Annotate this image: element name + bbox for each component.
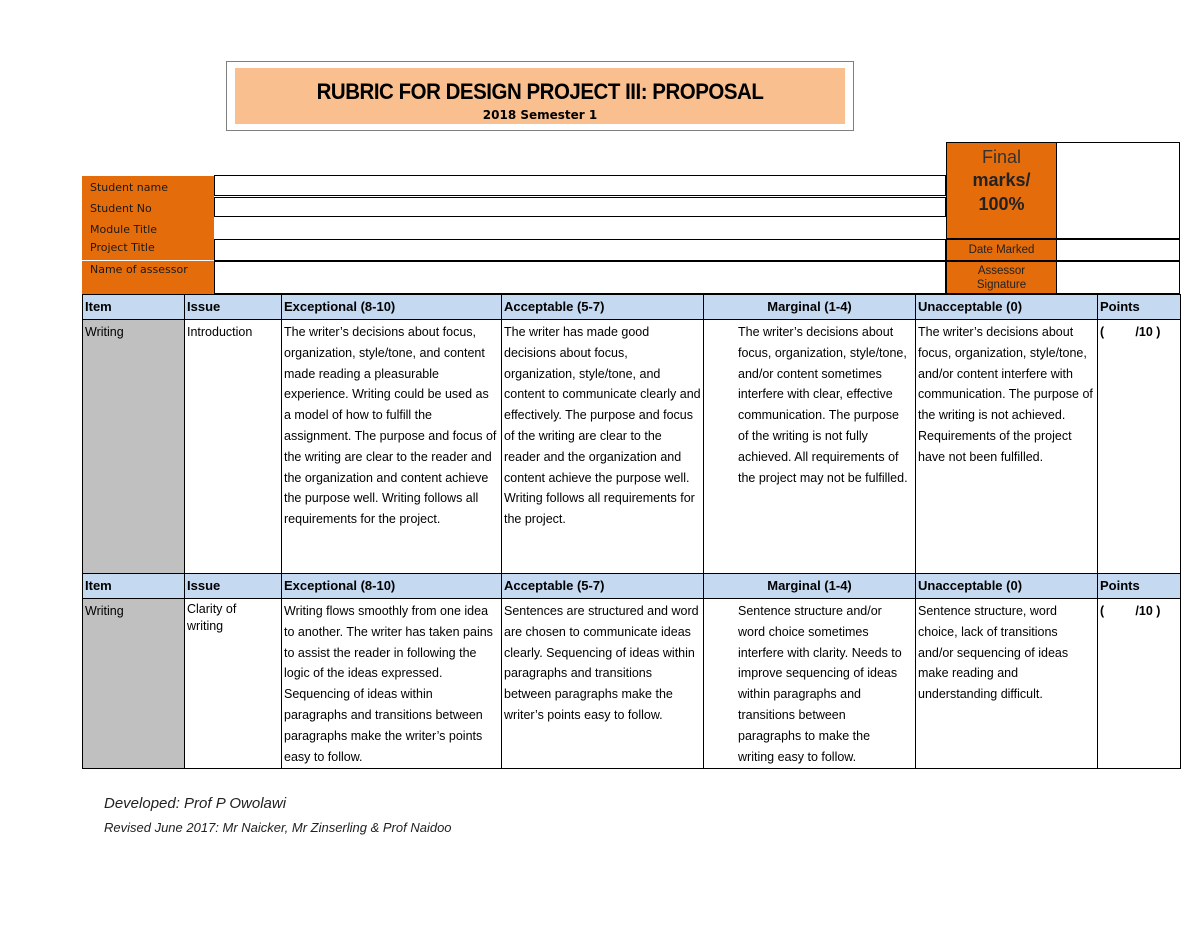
- table-row: [83, 320, 1181, 574]
- col-exceptional-header: Exceptional (8-10): [282, 574, 502, 599]
- student-name-field[interactable]: [214, 175, 946, 196]
- developed-credit: Developed: Prof P Owolawi: [104, 795, 287, 812]
- page-title: RUBRIC FOR DESIGN PROJECT III: PROPOSAL: [316, 79, 764, 104]
- student-no-field[interactable]: [214, 197, 946, 217]
- row-points[interactable]: ( /10 ): [1098, 320, 1181, 574]
- row-unacceptable: Sentence structure, word choice, lack of transitions and/or sequencing of ideas make reading and understanding difficult.: [916, 599, 1098, 769]
- project-title-label: Project Title: [82, 239, 214, 260]
- col-item-header: Item: [83, 574, 185, 599]
- assessor-label: Name of assessor: [82, 261, 214, 294]
- student-name-label: Student name: [82, 176, 214, 197]
- col-acceptable-header: Acceptable (5-7): [502, 295, 704, 320]
- title-banner: [235, 68, 845, 124]
- table-header-row: [83, 295, 1181, 320]
- final-marks-line1: Final: [981, 147, 1021, 167]
- row-issue: Clarity of writing: [185, 599, 282, 769]
- row-exceptional: Writing flows smoothly from one idea to another. The writer has taken pains to assist the reader in following the logic of the ideas expressed. Sequencing of ideas within paragraphs and transitions between paragraphs make the writer’s points easy to follow.: [282, 599, 502, 769]
- row-acceptable: Sentences are structured and word are chosen to communicate ideas clearly. Sequencing of ideas within paragraphs and transitions between paragraphs make the writer’s points easy to follow.: [502, 599, 704, 769]
- row-unacceptable: The writer’s decisions about focus, organization, style/tone, and/or content interfere with communication. The purpose of the writing is not achieved. Requirements of the project have not been fulfilled.: [916, 320, 1098, 574]
- col-points-header: Points: [1098, 295, 1181, 320]
- row-marginal: Sentence structure and/or word choice sometimes interfere with clarity. Needs to improve sequencing of ideas within paragraphs and transitions between paragraphs to make the writing easy to follow.: [704, 599, 916, 769]
- final-marks-line2: marks/: [972, 170, 1031, 190]
- date-marked-field[interactable]: [1056, 239, 1180, 261]
- col-issue-header: Issue: [185, 295, 282, 320]
- revised-credit: Revised June 2017: Mr Naicker, Mr Zinserling & Prof Naidoo: [104, 820, 452, 835]
- col-points-header: Points: [1098, 574, 1181, 599]
- module-title-field[interactable]: [214, 218, 946, 239]
- project-title-field[interactable]: [214, 239, 946, 261]
- assessor-signature-label: Assessor Signature: [946, 261, 1057, 294]
- table-header-row: [83, 574, 1181, 599]
- final-marks-field[interactable]: [1056, 142, 1180, 239]
- title-box: [226, 61, 854, 131]
- col-marginal-header: Marginal (1-4): [704, 574, 916, 599]
- row-item: Writing: [83, 320, 185, 574]
- row-acceptable: The writer has made good decisions about focus, organization, style/tone, and content to communicate clearly and effectively. The purpose and focus of the writing are clear to the reader and the organization and content achieve the purpose well. Writing follows all requirements for the project.: [502, 320, 704, 574]
- row-issue: Introduction: [185, 320, 282, 574]
- col-item-header: Item: [83, 295, 185, 320]
- date-marked-label: Date Marked: [946, 239, 1057, 261]
- col-acceptable-header: Acceptable (5-7): [502, 574, 704, 599]
- col-unacceptable-header: Unacceptable (0): [916, 574, 1098, 599]
- row-points[interactable]: ( /10 ): [1098, 599, 1181, 769]
- col-issue-header: Issue: [185, 574, 282, 599]
- col-exceptional-header: Exceptional (8-10): [282, 295, 502, 320]
- rubric-table: [82, 294, 1181, 769]
- row-marginal: The writer’s decisions about focus, organization, style/tone, and/or content sometimes interfere with clear, effective communication. The purpose of the writing is not fully achieved. All requirements of the project may not be fulfilled.: [704, 320, 916, 574]
- row-item: Writing: [83, 599, 185, 769]
- page-subtitle: 2018 Semester 1: [482, 108, 598, 122]
- final-marks-box: [946, 142, 1057, 239]
- module-title-label: Module Title: [82, 218, 214, 239]
- col-marginal-header: Marginal (1-4): [704, 295, 916, 320]
- row-exceptional: The writer’s decisions about focus, organization, style/tone, and content made reading a pleasurable experience. Writing could be used as a model of how to fulfill the assignment. The purpose and focus of the writing are clear to the reader and the organization and content achieve the purpose well. Writing follows all requirements for the project.: [282, 320, 502, 574]
- col-unacceptable-header: Unacceptable (0): [916, 295, 1098, 320]
- table-row: [83, 599, 1181, 769]
- final-marks-line3: 100%: [978, 194, 1025, 214]
- assessor-signature-field[interactable]: [1056, 261, 1180, 294]
- student-no-label: Student No: [82, 197, 214, 218]
- assessor-field[interactable]: [214, 261, 946, 294]
